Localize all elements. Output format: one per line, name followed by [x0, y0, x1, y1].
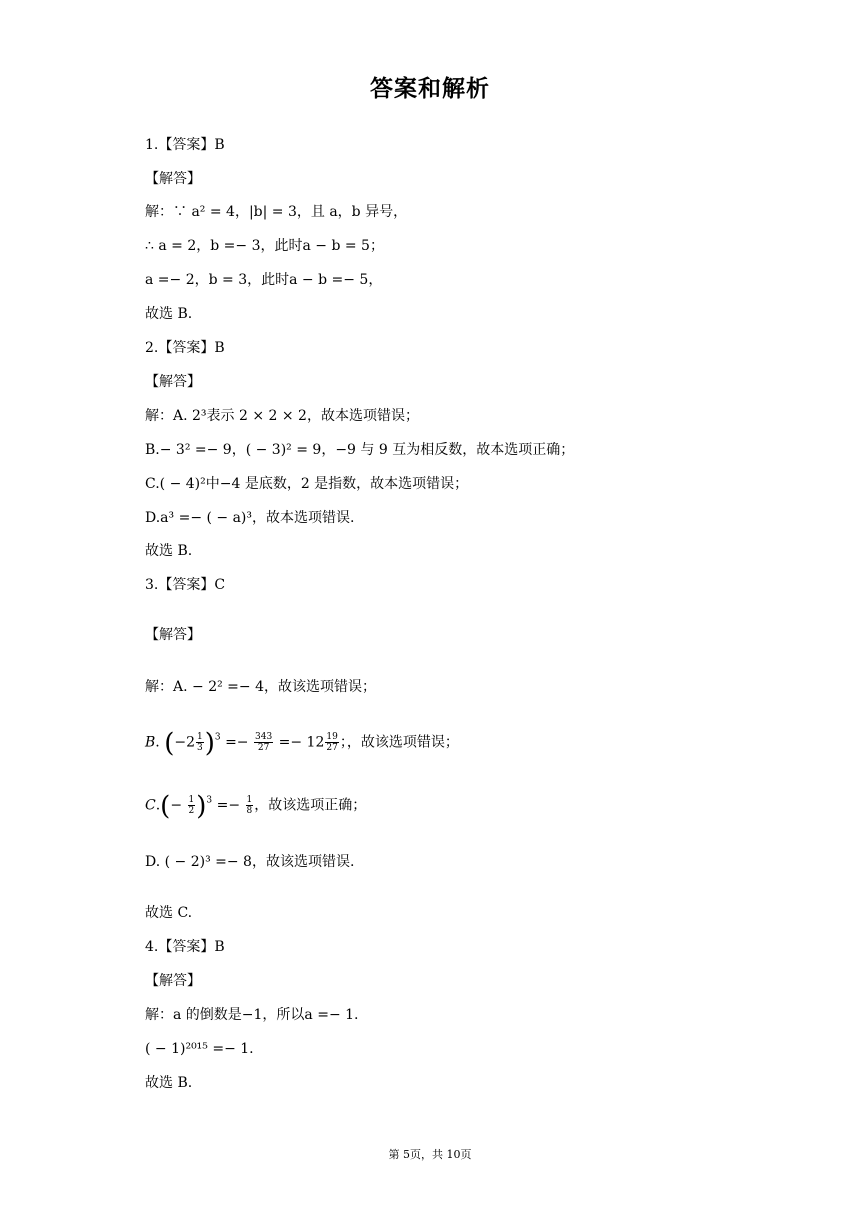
q3-conclusion: 故选 C.	[145, 905, 193, 921]
q4-conclusion: 故选 B.	[145, 1075, 193, 1091]
q4-answer-line: 4.【答案】B	[145, 939, 225, 955]
q4-line-1: 解：a 的倒数是−1，所以a =− 1.	[145, 1007, 359, 1023]
q1-line-1: 解：∵ a² = 4，|b| = 3，且 a，b 异号，	[145, 204, 408, 220]
q4-line-2: ( − 1)²⁰¹⁵ =− 1.	[145, 1041, 254, 1057]
q1-answer-line: 1.【答案】B	[145, 137, 225, 153]
q1-line-2: ∴ a = 2，b =− 3，此时a − b = 5；	[145, 238, 384, 254]
q2-line-1: 解：A. 2³表示 2 × 2 × 2，故本选项错误；	[145, 408, 419, 424]
q2-answer-line: 2.【答案】B	[145, 340, 225, 356]
q2-analysis-heading: 【解答】	[145, 374, 201, 390]
fraction-one-third: $\frac{1}{3}$	[197, 732, 203, 753]
page-title: 答案和解析	[370, 76, 490, 102]
q2-conclusion: 故选 B.	[145, 543, 193, 559]
q3-line-4: D. ( − 2)³ =− 8，故该选项错误.	[145, 854, 355, 870]
q1-analysis-heading: 【解答】	[145, 171, 201, 187]
q2-line-2: B.− 3² =− 9，( − 3)² = 9，−9 与 9 互为相反数，故本选项正确；	[145, 442, 575, 458]
fraction-one-eighth: $\frac{1}{8}$	[246, 795, 253, 816]
q3-line-2: B. (−2 $\frac{1}{3}$ )$^3$ =− $\frac{343}{27}$ =− 12 $\frac{19}{27}$ ；，故该选项错误；	[145, 728, 459, 759]
q3-answer-line: 3.【答案】C	[145, 577, 226, 593]
q3-line-1: 解：A. − 2² =− 4，故该选项错误；	[145, 679, 376, 695]
fraction-19-27: $\frac{19}{27}$	[326, 732, 338, 753]
q2-line-3: C.( − 4)²中−4 是底数，2 是指数，故本选项错误；	[145, 476, 469, 492]
fraction-343-27: $\frac{343}{27}$	[255, 732, 273, 753]
fraction-one-half: $\frac{1}{2}$	[188, 795, 195, 816]
q1-line-3: a =− 2，b = 3，此时a − b =− 5，	[145, 272, 383, 288]
q4-analysis-heading: 【解答】	[145, 973, 201, 989]
page-footer: 第 5页，共 10页	[388, 1148, 472, 1161]
q3-analysis-heading: 【解答】	[145, 627, 201, 643]
q2-line-4: D.a³ =− ( − a)³，故本选项错误.	[145, 510, 355, 526]
q1-conclusion: 故选 B.	[145, 306, 193, 322]
q3-line-3: C.(− $\frac{1}{2}$ )$^3$ =− $\frac{1}{8}$ ，故该选项正确；	[145, 791, 367, 822]
